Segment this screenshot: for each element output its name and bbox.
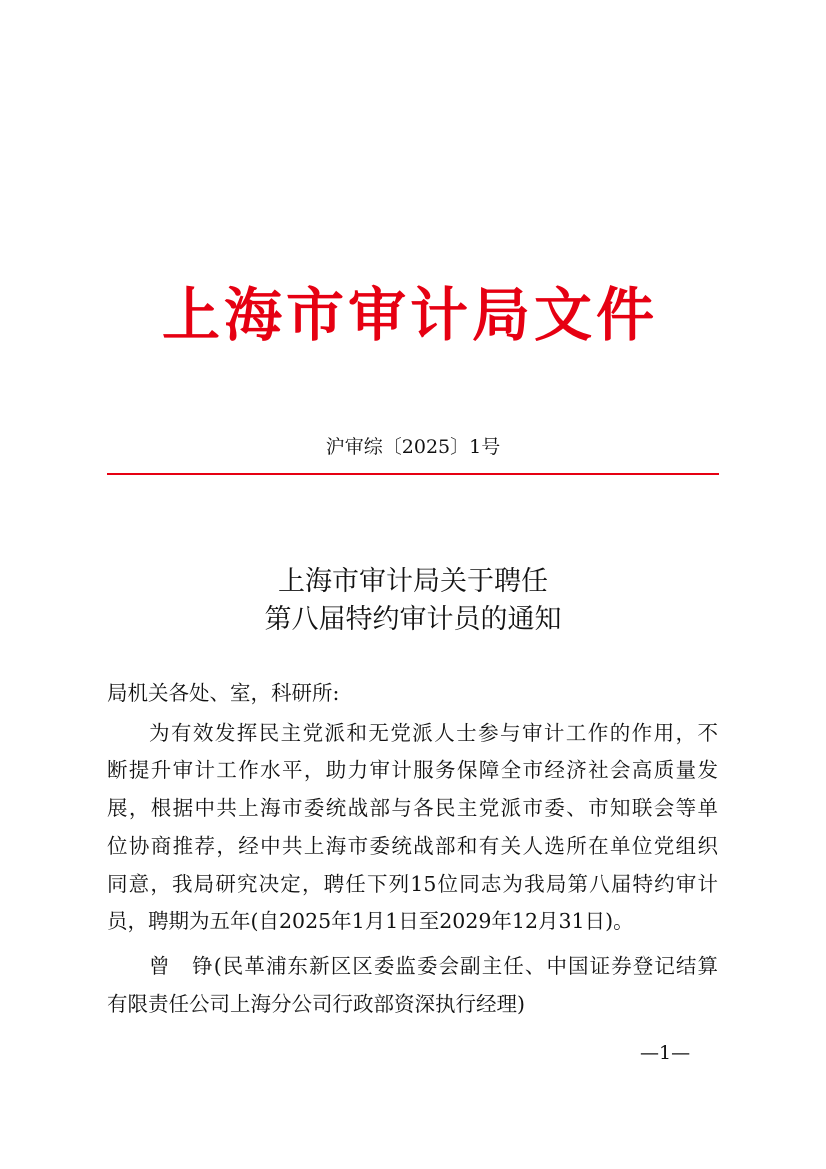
notice-title-line-1: 上海市审计局关于聘任	[278, 566, 548, 597]
paragraph-line: 同意，我局研究决定，聘任下列15位同志为我局第八届特约审计	[107, 872, 718, 896]
page-number: —1—	[640, 1042, 691, 1064]
appointee-line: 有限责任公司上海分公司行政部资深执行经理)	[107, 992, 525, 1016]
paragraph-line: 展，根据中共上海市委统战部与各民主党派市委、市知联会等单	[107, 796, 718, 820]
document-number: 沪审综〔2025〕1号	[325, 436, 501, 458]
document-header-title: 上海市审计局文件	[161, 281, 658, 349]
notice-title-line-2: 第八届特约审计员的通知	[264, 604, 562, 635]
red-divider-line	[107, 473, 719, 475]
appointee-line: 曾 铮(民革浦东新区区委监委会副主任、中国证券登记结算	[149, 954, 718, 978]
paragraph-line: 断提升审计工作水平，助力审计服务保障全市经济社会高质量发	[107, 758, 718, 782]
paragraph-line: 位协商推荐，经中共上海市委统战部和有关人选所在单位党组织	[107, 834, 718, 858]
salutation: 局机关各处、室，科研所:	[107, 681, 340, 705]
paragraph-line: 为有效发挥民主党派和无党派人士参与审计工作的作用，不	[149, 721, 718, 745]
paragraph-line: 员，聘期为五年(自2025年1月1日至2029年12月31日)。	[107, 909, 634, 933]
